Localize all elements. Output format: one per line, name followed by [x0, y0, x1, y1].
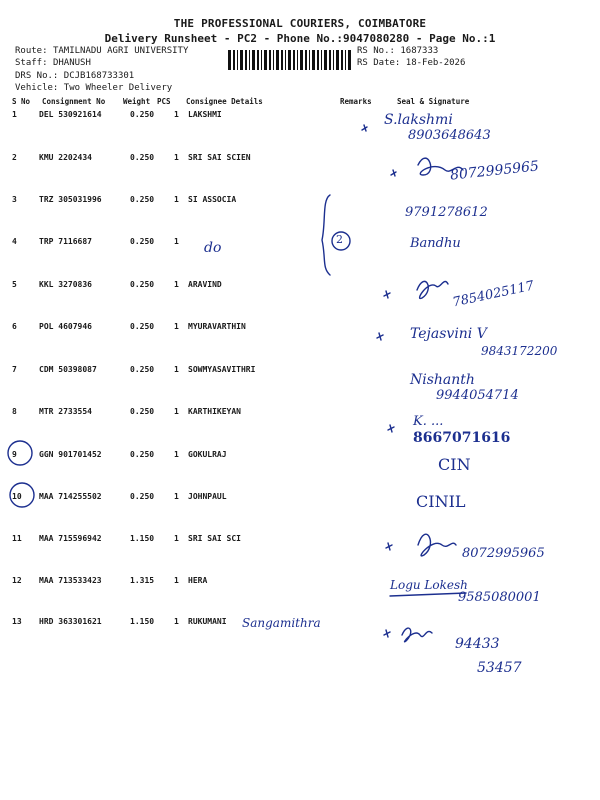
serial-circle-row9: [8, 441, 32, 465]
route-label: Route:: [15, 46, 48, 56]
row-weight: 1.150: [130, 534, 155, 543]
hand-row6-name: Tejasvini V: [410, 326, 487, 342]
row-sno: 12: [12, 576, 22, 585]
row-sno: 1: [12, 110, 17, 119]
row-consignee: KARTHIKEYAN: [188, 407, 241, 416]
remark-mark-row5: [384, 291, 390, 298]
row-sno: 11: [12, 534, 22, 543]
row-consignee: MYURAVARTHIN: [188, 322, 246, 331]
hand-row3-phone: 9791278612: [405, 205, 488, 220]
drs-value: DCJB168733301: [63, 71, 135, 81]
row-sno: 2: [12, 153, 17, 162]
remark-mark-row11: [386, 543, 392, 550]
row-consignee: SRI SAI SCIEN: [188, 153, 251, 162]
row-sno: 6: [12, 322, 17, 331]
remark-mark-row13: [384, 630, 390, 637]
row-consignment: CDM 50398087: [39, 365, 97, 374]
row-weight: 0.250: [130, 195, 155, 204]
row-consignee: SI ASSOCIA: [188, 195, 237, 204]
hand-bracket-count: 2: [336, 233, 343, 246]
row-sno: 13: [12, 617, 22, 626]
row-sno: 9: [12, 450, 17, 459]
row-weight: 0.250: [130, 280, 155, 289]
row-consignee: LAKSHMI: [188, 110, 222, 119]
row-sno: 4: [12, 237, 17, 246]
row-consignment: DEL 530921614: [39, 110, 102, 119]
col-header-remarks: Remarks: [340, 97, 372, 106]
row-sno: 8: [12, 407, 17, 416]
underline-row12: [390, 593, 466, 596]
hand-row9-note: CIN: [438, 455, 471, 474]
serial-circle-row10: [10, 483, 34, 507]
row-consignment: HRD 363301621: [39, 617, 102, 626]
row-consignee: SRI SAI SCI: [188, 534, 241, 543]
vehicle-value: Two Wheeler Delivery: [63, 83, 173, 93]
row-weight: 1.150: [130, 617, 155, 626]
hand-row5-phone: 7854025117: [451, 278, 536, 311]
hand-row12-name: Logu Lokesh: [390, 578, 468, 592]
row-consignment: MAA 715596942: [39, 534, 102, 543]
row-weight: 0.250: [130, 450, 155, 459]
row-weight: 0.250: [130, 492, 155, 501]
hand-row10-note: CINIL: [416, 492, 466, 511]
row-weight: 0.250: [130, 237, 155, 246]
signature-row11: [418, 534, 456, 556]
row-pcs: 1: [174, 492, 179, 501]
staff-label: Staff:: [15, 58, 48, 68]
rs-date-value: 18-Feb-2026: [405, 58, 466, 68]
row-consignee: SOWMYASAVITHRI: [188, 365, 256, 374]
row-consignee: RUKUMANI: [188, 617, 227, 626]
row-consignment: MAA 713533423: [39, 576, 102, 585]
remark-mark-row6: [377, 333, 383, 340]
row-pcs: 1: [174, 195, 179, 204]
hand-row12-phone: 9585080001: [458, 590, 541, 605]
row-pcs: 1: [174, 534, 179, 543]
hand-row13-b: 53457: [477, 660, 522, 676]
col-header-pcs: PCS: [157, 97, 171, 106]
col-header-consignee: Consignee Details: [186, 97, 263, 106]
rs-no-label: RS No.:: [357, 46, 395, 56]
hand-row2-phone: 8072995965: [449, 158, 540, 184]
hand-row13-a: 94433: [455, 636, 500, 652]
col-header-sno: S No: [12, 97, 31, 106]
row-consignee: ARAVIND: [188, 280, 222, 289]
remark-mark-row1: [362, 125, 367, 131]
row-pcs: 1: [174, 322, 179, 331]
row-weight: 0.250: [130, 365, 155, 374]
hand-row1-name: S.lakshmi: [384, 112, 453, 128]
route-value: TAMILNADU AGRI UNIVERSITY: [52, 46, 189, 56]
hand-row4-ditto: do: [204, 240, 222, 256]
vehicle-label: Vehicle:: [15, 83, 59, 93]
row-consignee: HERA: [188, 576, 208, 585]
hand-row8-phone: 8667071616: [413, 430, 511, 446]
signature-row5: [417, 281, 448, 298]
runsheet-subtitle: Delivery Runsheet - PC2 - Phone No.:9047080280 - Page No.:1: [104, 32, 496, 45]
row-weight: 0.250: [130, 153, 155, 162]
row-sno: 7: [12, 365, 17, 374]
company-title: THE PROFESSIONAL COURIERS, COIMBATORE: [173, 17, 427, 30]
row-weight: 0.250: [130, 322, 155, 331]
rs-no-value: 1687333: [400, 46, 439, 56]
row-weight: 1.315: [130, 576, 155, 585]
row-consignment: TRZ 305031996: [39, 195, 102, 204]
row-consignment: GGN 901701452: [39, 450, 102, 459]
row-consignee: GOKULRAJ: [188, 450, 227, 459]
row-sno: 5: [12, 280, 17, 289]
row-consignment: MAA 714255502: [39, 492, 102, 501]
signature-row13: [402, 628, 432, 642]
hand-row13-extra: Sangamithra: [242, 616, 321, 630]
remark-mark-row8: [388, 425, 394, 432]
row-pcs: 1: [174, 617, 179, 626]
staff-value: DHANUSH: [52, 58, 91, 68]
col-header-weight: Weight: [123, 97, 151, 106]
hand-row1-phone: 8903648643: [408, 128, 491, 143]
row-sno: 3: [12, 195, 17, 204]
row-sno: 10: [12, 492, 22, 501]
row-pcs: 1: [174, 153, 179, 162]
row-pcs: 1: [174, 450, 179, 459]
col-header-consignment: Consignment No: [42, 97, 106, 106]
rs-date-label: RS Date:: [357, 58, 401, 68]
remark-mark-row2: [391, 170, 396, 176]
row-weight: 0.250: [130, 110, 155, 119]
row-consignment: KKL 3270836: [39, 280, 92, 289]
hand-row11-phone: 8072995965: [462, 546, 545, 561]
hand-row6-phone: 9843172200: [481, 344, 558, 358]
hand-row4-signature: Bandhu: [410, 236, 461, 251]
row-pcs: 1: [174, 365, 179, 374]
brace-mark: [322, 195, 330, 275]
hand-row7-phone: 9944054714: [436, 388, 519, 403]
row-pcs: 1: [174, 407, 179, 416]
row-pcs: 1: [174, 576, 179, 585]
row-pcs: 1: [174, 110, 179, 119]
hand-row7-name: Nishanth: [410, 372, 475, 388]
row-pcs: 1: [174, 237, 179, 246]
row-consignment: POL 4607946: [39, 322, 92, 331]
drs-label: DRS No.:: [15, 71, 59, 81]
row-pcs: 1: [174, 280, 179, 289]
row-weight: 0.250: [130, 407, 155, 416]
row-consignment: KMU 2202434: [39, 153, 92, 162]
hand-row8-name: K. ...: [413, 414, 444, 429]
row-consignment: MTR 2733554: [39, 407, 92, 416]
col-header-seal: Seal & Signature: [397, 97, 470, 106]
row-consignee: JOHNPAUL: [188, 492, 227, 501]
row-consignment: TRP 7116687: [39, 237, 92, 246]
